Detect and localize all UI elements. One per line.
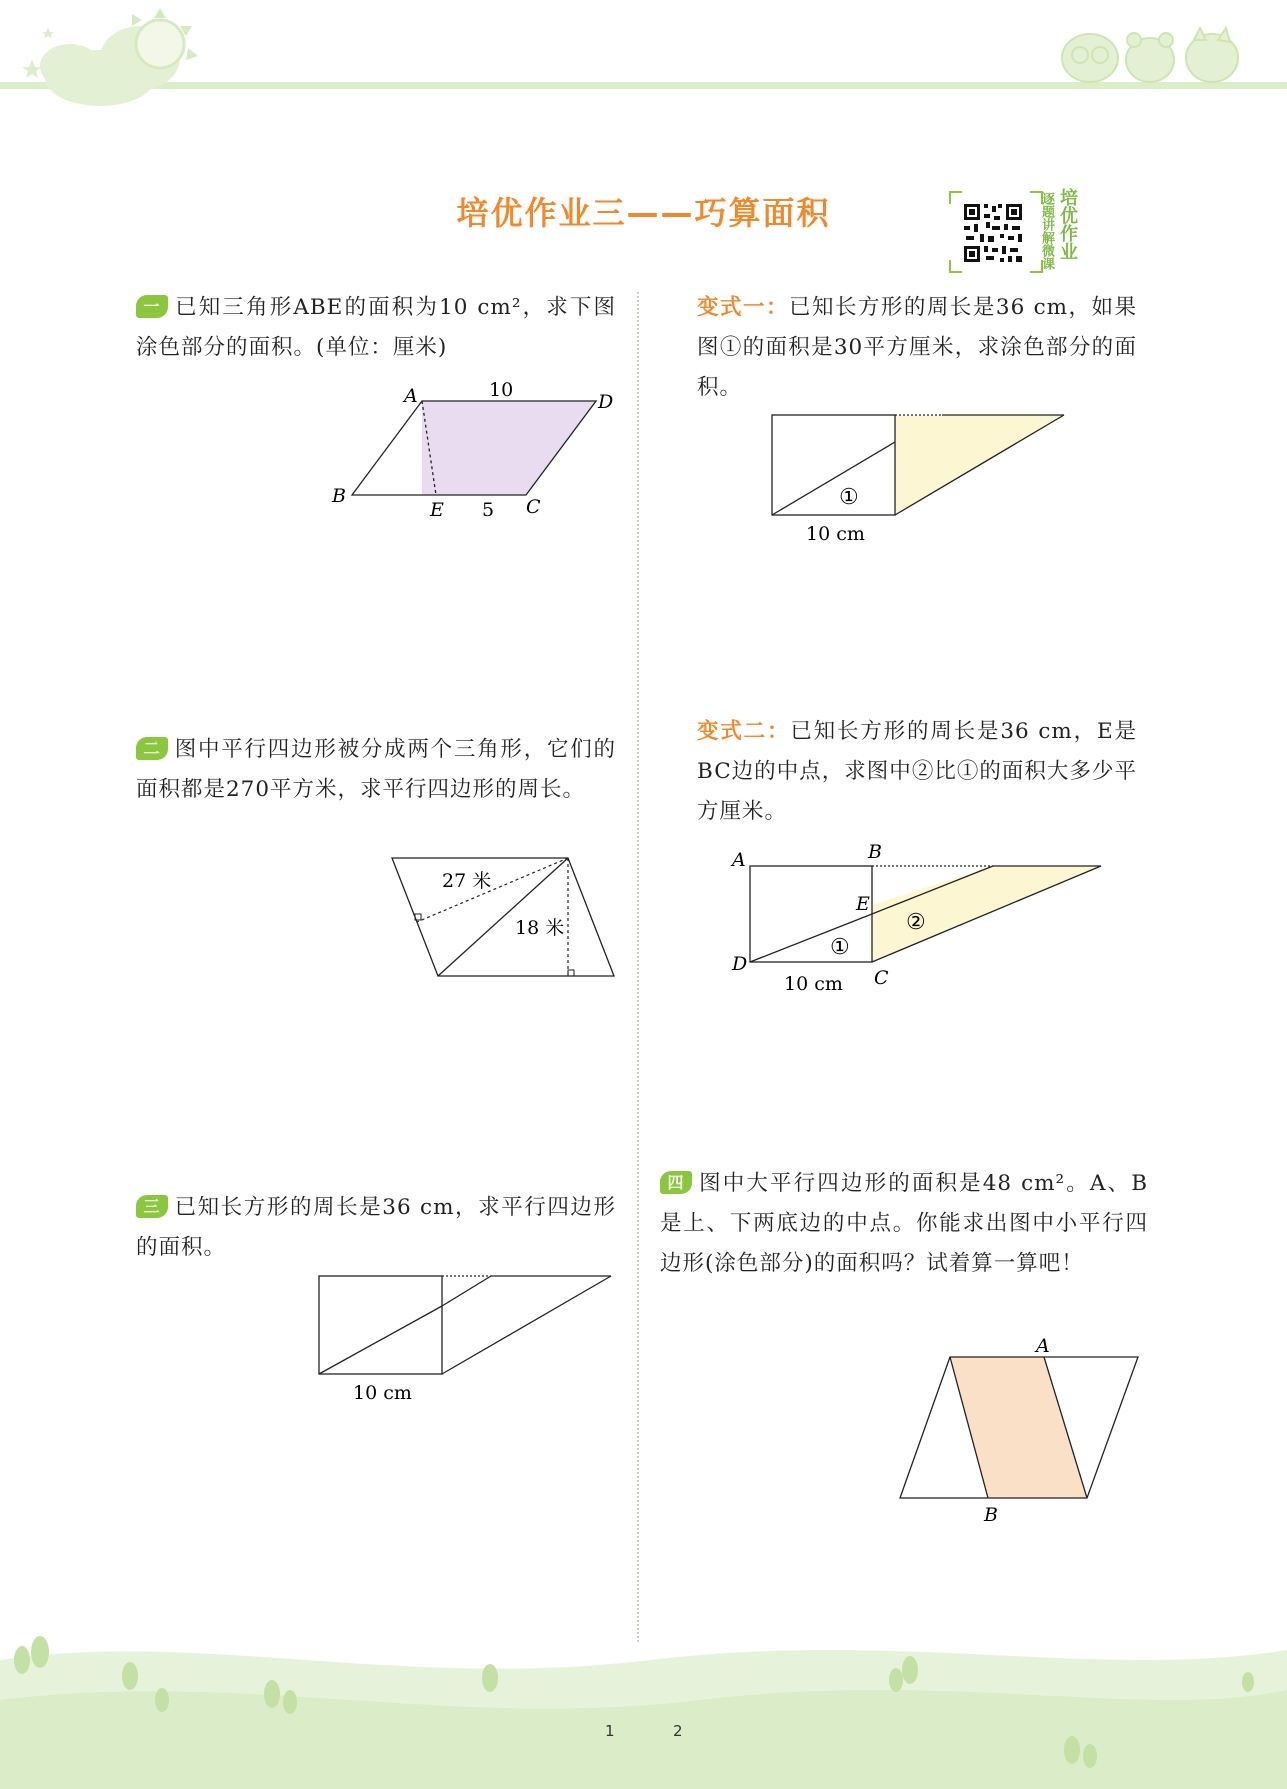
figure-parallelogram-abe [320, 378, 620, 528]
variant-text: 已知长方形的周长是36 cm，如果图①的面积是30平方厘米，求涂色部分的面积。 [697, 295, 1137, 400]
point-c-label: C [874, 967, 889, 989]
problem-text: 已知三角形ABE的面积为10 cm²，求下图涂色部分的面积。(单位：厘米) [136, 295, 616, 360]
region-1-label: ① [839, 485, 859, 510]
figure-parallelogram-heights [380, 848, 630, 988]
problem-text: 图中大平行四边形的面积是48 cm²。A、B是上、下两底边的中点。你能求出图中小平行四边形(涂色部分)的面积吗？试着算一算吧！ [660, 1171, 1148, 1276]
top-length-label: 10 [489, 379, 514, 401]
variant-label: 变式二： [697, 719, 791, 744]
animal-mascots-icon [1062, 28, 1238, 82]
bottom-length-label: 5 [482, 499, 495, 521]
variant-1 [697, 288, 1137, 408]
variant-text: 已知长方形的周长是36 cm，E是BC边的中点，求图中②比①的面积大多少平方厘米。 [697, 719, 1137, 824]
point-a-label: A [1036, 1335, 1050, 1357]
variant-2 [697, 712, 1137, 832]
problem-badge: 三 [136, 1195, 168, 1218]
header-decoration [0, 0, 1287, 110]
page-number-left: 1 [605, 1722, 615, 1740]
bottom-length-label: 10 cm [806, 523, 865, 545]
height-label-18: 18 米 [515, 917, 565, 939]
variant-label: 变式一： [697, 295, 789, 320]
figure-rectangle-parallelogram [305, 1266, 625, 1416]
column-divider [637, 292, 639, 1642]
problem-text: 已知长方形的周长是36 cm，求平行四边形的面积。 [136, 1195, 616, 1260]
problem-4 [660, 1164, 1148, 1284]
problem-2 [136, 730, 616, 810]
problem-badge: 二 [136, 737, 168, 760]
problem-badge: 四 [660, 1171, 692, 1194]
qr-caption-large: 培优作业 [1057, 188, 1078, 260]
point-d-label: D [732, 953, 748, 975]
point-c-label: C [526, 496, 541, 518]
figure-midpoint-parallelogram [890, 1332, 1150, 1532]
point-a-label: A [732, 849, 746, 871]
point-b-label: B [332, 485, 346, 507]
page-number-right: 2 [673, 1722, 683, 1740]
region-1-label: ① [830, 935, 850, 960]
qr-caption-small: 逐题讲解微课 [1039, 192, 1054, 270]
problem-1 [136, 288, 616, 368]
footer-landscape-decoration [0, 1620, 1287, 1789]
qr-code-icon [948, 190, 1044, 274]
point-d-label: D [598, 391, 614, 413]
problem-badge: 一 [136, 295, 168, 318]
page-title: 培优作业三——巧算面积 [456, 194, 831, 232]
bottom-length-label: 10 cm [784, 973, 843, 995]
problem-text: 图中平行四边形被分成两个三角形，它们的面积都是270平方米，求平行四边形的周长。 [136, 737, 616, 802]
point-e-label: E [430, 499, 444, 521]
bottom-length-label: 10 cm [353, 1382, 412, 1404]
figure-variant-1 [760, 400, 1080, 550]
point-b-label: B [984, 1504, 998, 1526]
point-a-label: A [404, 385, 418, 407]
point-b-label: B [868, 841, 882, 863]
sun-icon [132, 8, 198, 68]
figure-variant-2 [728, 840, 1108, 1000]
height-label-27: 27 米 [442, 870, 492, 892]
problem-3 [136, 1188, 616, 1268]
point-e-label: E [856, 893, 870, 915]
region-2-label: ② [906, 910, 926, 935]
